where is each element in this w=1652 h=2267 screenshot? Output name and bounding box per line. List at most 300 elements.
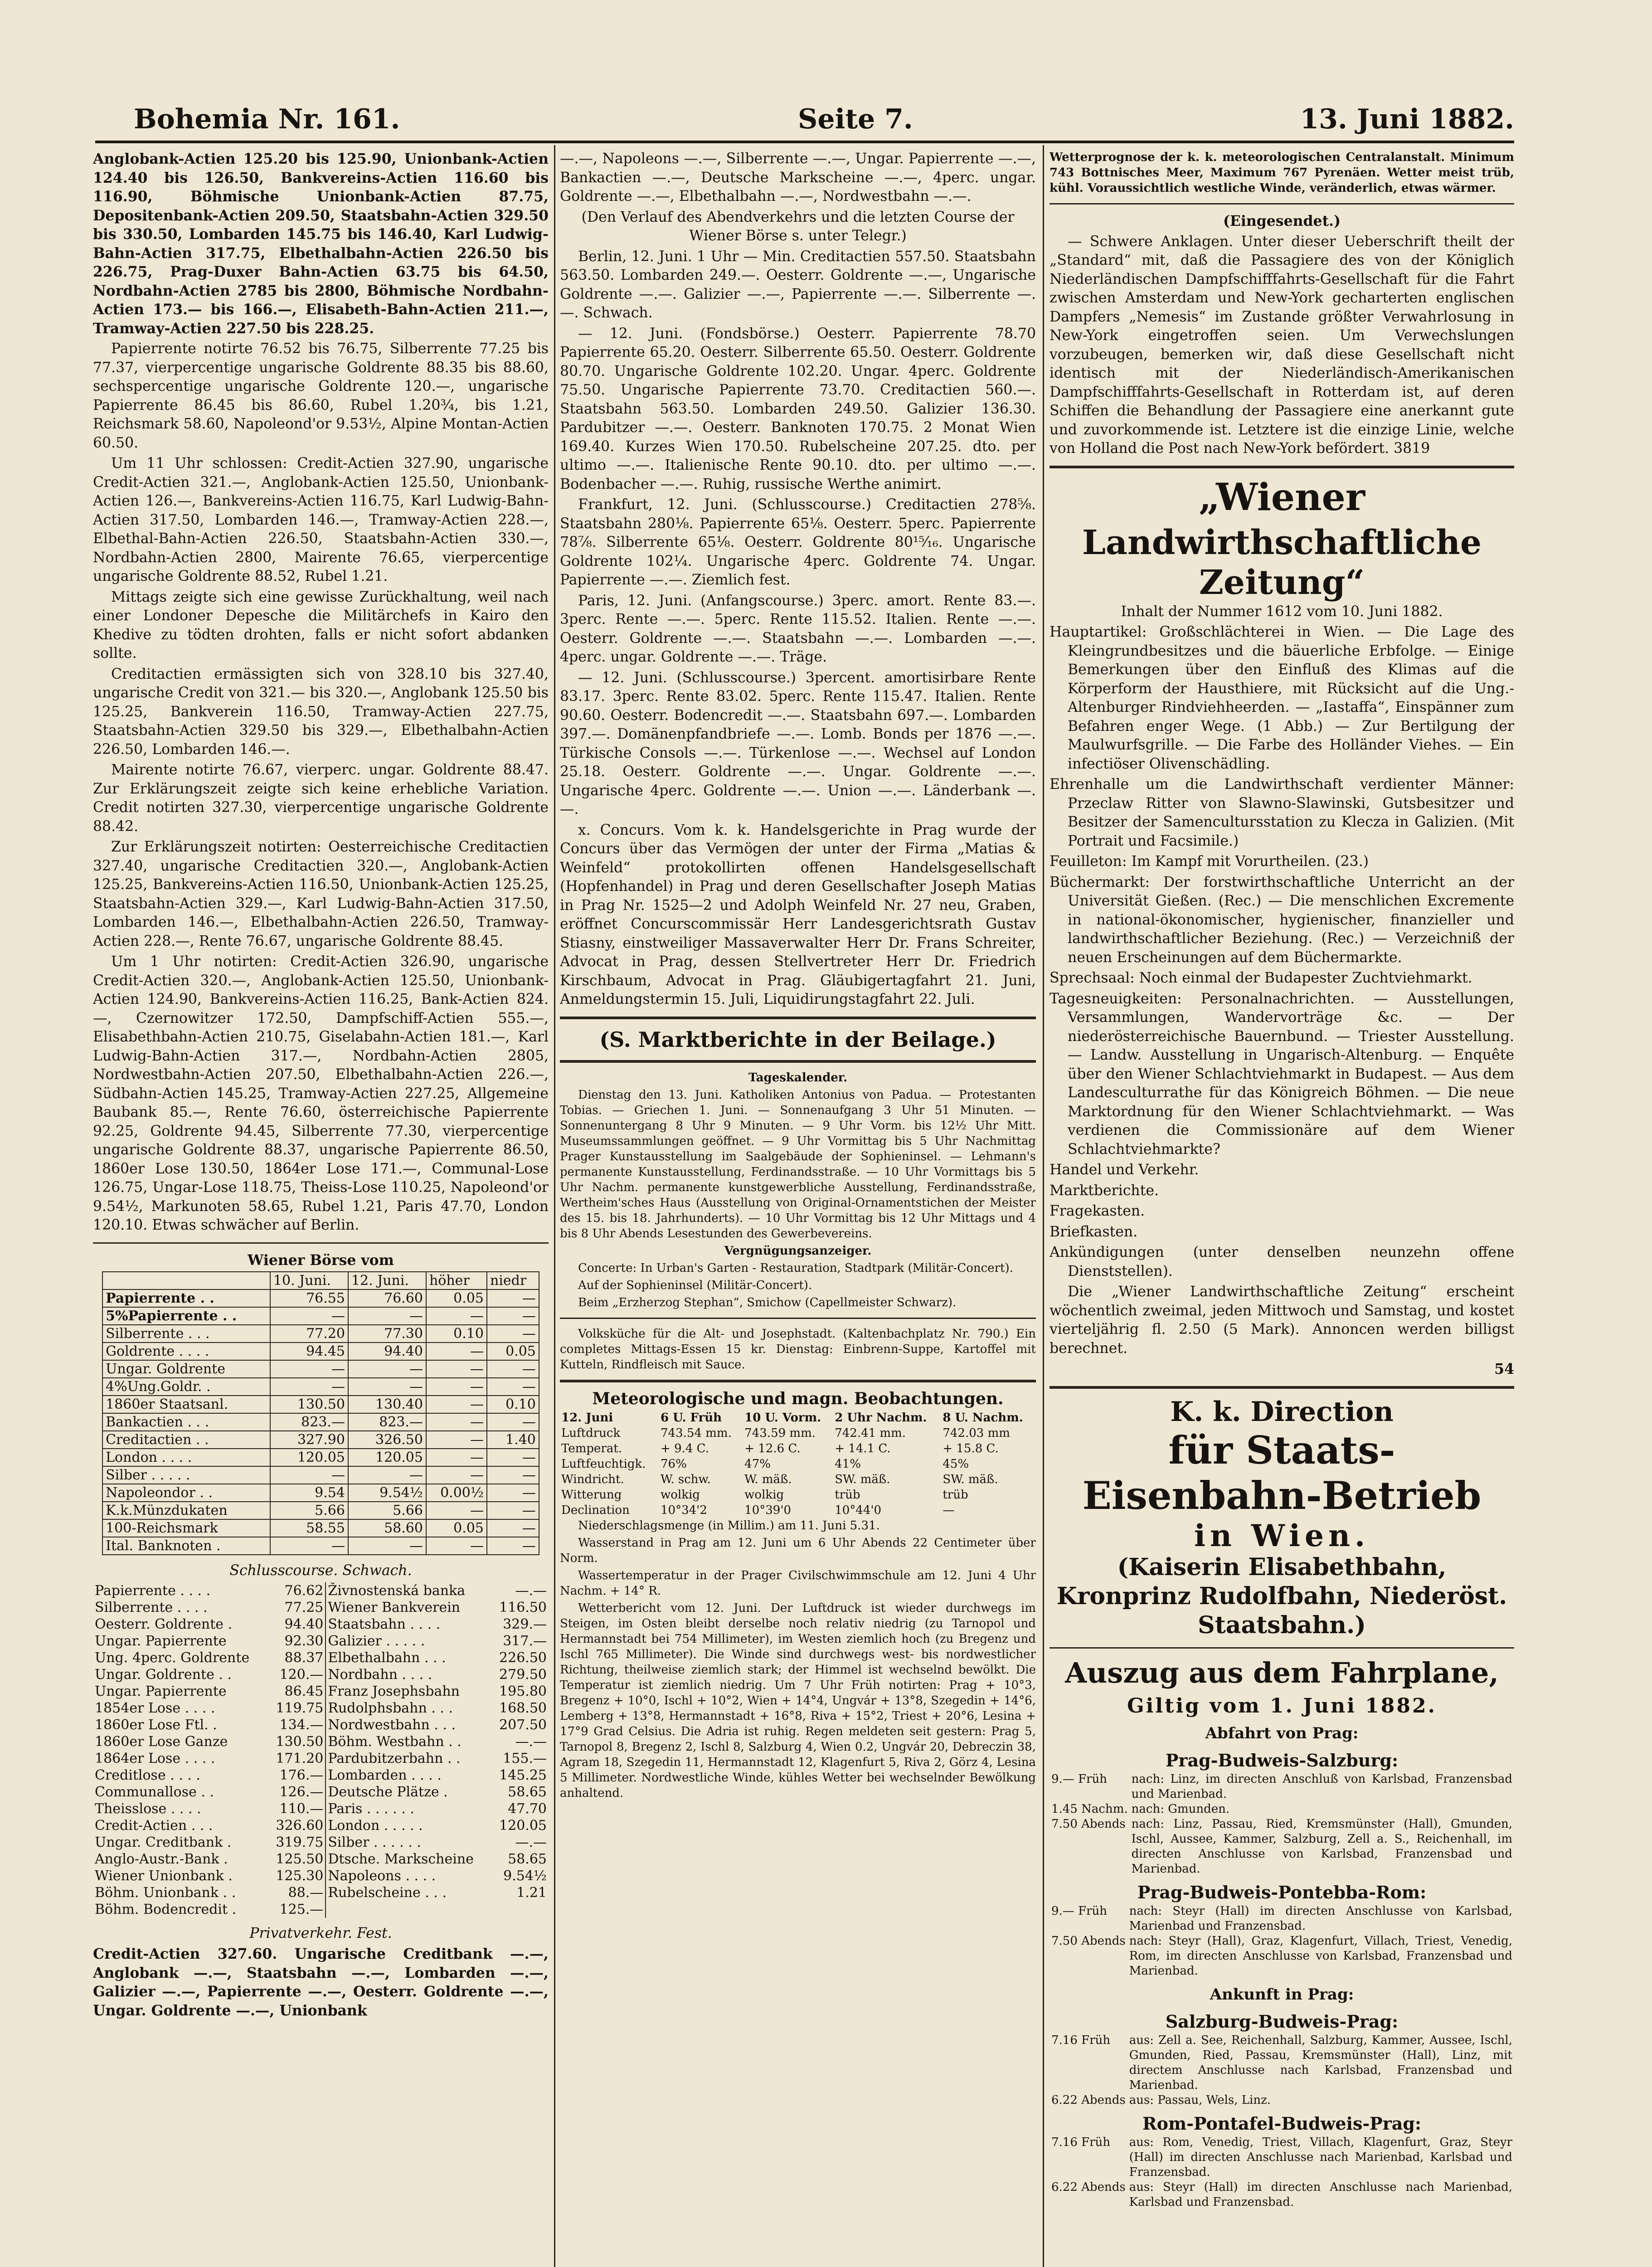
table-row — [560, 1472, 1036, 1487]
table-row — [102, 1396, 539, 1413]
table-cell: 119.75 — [276, 1700, 324, 1716]
table-cell: 0.10 — [487, 1396, 539, 1413]
table-cell: — — [487, 1307, 539, 1325]
table-cell: Böhm. Westbahn . . — [326, 1733, 491, 1750]
table-row — [560, 1441, 1036, 1456]
meteo-table — [560, 1410, 1036, 1518]
table-row — [1050, 1904, 1514, 1934]
table-row — [102, 1360, 539, 1378]
route1-title: Prag-Budweis-Salzburg: — [1165, 1750, 1399, 1771]
markt-reference: (S. Marktberichte in der Beilage.) — [599, 1027, 996, 1052]
table-cell: Anglo-Austr.-Bank . — [95, 1851, 228, 1867]
boerse-table-title: Wiener Börse vom — [248, 1251, 394, 1269]
column-2 — [560, 150, 1036, 2267]
table-cell: Luftfeuchtigk. — [561, 1457, 646, 1471]
table-cell: Credit-Actien . . . — [95, 1817, 213, 1834]
table-cell: 5.66 — [270, 1502, 348, 1519]
table-cell: + 15.8 C. — [943, 1442, 999, 1455]
table-cell: 2 Uhr Nachm. — [835, 1411, 927, 1425]
table-cell: Bankactien . . . — [102, 1413, 270, 1431]
vergnuegung-title: Vergnügungsanzeiger. — [724, 1244, 872, 1258]
train-time: 7.50 Abends — [1051, 1817, 1126, 1831]
table-cell: — — [487, 1484, 539, 1502]
boerse-table-head — [102, 1272, 539, 1289]
eingesendet-text: — Schwere Anklagen. Unter dieser Ueberschrift theilt der „Standard“ mit, daß die Passagiere des von der Königlich Niederländischen Dampfschifffahrts-Gesellschaft für die Fahrt zwischen Amsterdam und New-York gecharterten englischen Dampfers „Nemesis“ im Zustande größter Verwahrlosung in New-York eingetroffen seien. Um Verwechslungen vorzubeugen, bemerken wir, daß diese Gesellschaft nicht identisch mit der Niederländisch-Amerikanischen Dampfschifffahrts-Gesellschaft in Rotterdam ist, auf deren Schiffen die Behandlung der Passagiere eine anerkannt gute und zuvorkommende ist. Letztere ist die einzige Linie, welche von Holland die Post nach New-York befördert. 3819 — [1050, 233, 1514, 457]
head-cell: 12. Juni. — [348, 1272, 426, 1289]
divider — [93, 1242, 549, 1244]
fahrplan-valid: Giltig vom 1. Juni 1882. — [1127, 1694, 1437, 1717]
table-cell: 58.55 — [270, 1519, 348, 1537]
table-row — [1050, 2180, 1514, 2210]
table-cell: 76.60 — [348, 1289, 426, 1307]
table-cell: 47% — [744, 1457, 771, 1471]
table-cell: — — [348, 1537, 426, 1555]
list-item: Büchermarkt: Der forstwirthschaftliche Unterricht an der Universität Gießen. (Rec.) — Die menschlichen Excremente in national-ökonomischer, hygienischer, finanzieller und landwirthschaftlicher Beziehung. (Rec.) — Verzeichniß der neuen Erscheinungen auf dem Büchermarkte. — [1050, 874, 1514, 966]
table-cell: 58.65 — [508, 1784, 547, 1800]
table-cell: 279.50 — [499, 1666, 547, 1683]
train-route: aus: Zell a. See, Reichenhall, Salzburg, Kammer, Aussee, Ischl, Gmunden, Ried, Passau, Kremsmünster (Hall), Linz, mit directem Anschlusse nach Karlsbad, Franzensbad und Marienbad. — [1129, 2033, 1512, 2092]
table-cell: 125.30 — [276, 1868, 324, 1884]
table-cell: Creditactien . . — [102, 1431, 270, 1449]
table-cell: trüb — [835, 1488, 860, 1502]
table-row — [93, 1616, 549, 1633]
table-row — [102, 1502, 539, 1519]
table-row — [93, 1800, 549, 1817]
table-cell: 110.— — [279, 1800, 324, 1817]
table-row — [102, 1343, 539, 1360]
table-cell: 155.— — [503, 1750, 547, 1766]
train-route: aus: Rom, Venedig, Triest, Villach, Klagenfurt, Graz, Steyr (Hall) im directen Anschlusse nach Marienbad, Karlsbad und Franzensbad. — [1129, 2135, 1512, 2179]
table-cell: Silber . . . . . — [102, 1466, 270, 1484]
market-report-p3: Um 11 Uhr schlossen: Credit-Actien 327.90, ungarische Credit-Actien 321.—, Anglobank-Actien 125.50, Unionbank-Actien 126.—, Bankvereins-Actien 116.75, Karl Ludwig-Bahn-Actien 317.50, Lombarden 146.—, Tramway-Actien 228.—, Elbethal-Bahn-Actien 226.50, Staatsbahn-Actien 330.—, Nordbahn-Actien 2800, Mairente 76.65, vierpercentige ungarische Goldrente 88.52, Rubel 1.21. — [93, 455, 549, 584]
table-cell: — — [426, 1343, 487, 1360]
table-row — [93, 1649, 549, 1666]
table-cell: 823.— — [348, 1413, 426, 1431]
privat-title: Privatverkehr. Fest. — [249, 1925, 392, 1941]
table-cell: Galizier . . . . . — [326, 1633, 491, 1649]
table-cell: 9.54½ — [503, 1868, 547, 1884]
train-time: 9.— Früh — [1051, 1904, 1108, 1918]
kk-wien: in Wien. — [1194, 1518, 1370, 1553]
wetterprognose: Wetterprognose der k. k. meteorologischen Centralanstalt. Minimum 743 Bottnisches Meer, Maximum 767 Pyrenäen. Wetter meist trüb, kühl. Voraussichtlich westliche Winde, veränderlich, etwas wärmer. — [1050, 151, 1514, 195]
table-cell: 10°39'0 — [744, 1503, 792, 1517]
table-cell: 168.50 — [499, 1700, 547, 1716]
table-cell: Wiener Bankverein — [326, 1599, 491, 1616]
table-cell: Paris . . . . . . — [326, 1800, 491, 1817]
table-cell: Rudolphsbahn . . . — [326, 1700, 491, 1717]
table-row — [102, 1325, 539, 1343]
table-row — [1050, 2135, 1514, 2180]
table-cell: 317.— — [503, 1633, 547, 1649]
table-cell: 120.05 — [270, 1449, 348, 1466]
table-cell: 0.00½ — [426, 1484, 487, 1502]
table-cell — [492, 1901, 549, 1918]
table-cell: 195.80 — [499, 1683, 547, 1699]
table-cell: W. schw. — [661, 1473, 711, 1486]
abfahrt-title: Abfahrt von Prag: — [1205, 1724, 1359, 1742]
table-cell: 12. Juni — [561, 1411, 613, 1425]
table-cell: London . . . . . — [326, 1817, 491, 1834]
table-cell: — — [487, 1325, 539, 1343]
table-row — [102, 1431, 539, 1449]
c2-paris: Paris, 12. Juni. (Anfangscourse.) 3perc. amort. Rente 83.—. 3perc. Rente —.—. 5perc. Rente 115.52. Italien. Rente —.—. Oesterr. Goldrente —.—. Staatsbahn —.—. Lombarden —.—. 4perc. ungar. Goldrente —.—. Träge. — [560, 592, 1036, 665]
ankunft-title: Ankunft in Prag: — [1210, 1985, 1354, 2004]
route2-table — [1050, 1904, 1514, 1979]
vergnuegung-p1: Concerte: In Urban's Garten - Restauration, Stadtpark (Militär-Concert). — [578, 1261, 1013, 1275]
table-cell: Ungar. Papierrente — [95, 1633, 227, 1649]
market-report-p4: Mittags zeigte sich eine gewisse Zurückhaltung, weil nach einer Londoner Depesche die Militärchefs in Kairo den Khedive zu tödten drohten, falls er nicht sofort abdanken sollte. — [93, 589, 549, 662]
table-cell: 329.— — [503, 1616, 547, 1632]
list-item: Ehrenhalle um die Landwirthschaft verdienter Männer: Przeclaw Ritter von Slawno-Slawinski, Gutsbesitzer und Besitzer der Samencultursstation zu Klecza in Galizien. (Mit Portrait und Facsimile.) — [1050, 776, 1514, 849]
table-cell: 126.— — [279, 1784, 324, 1800]
table-cell: Nordwestbahn . . . — [326, 1717, 491, 1733]
list-item: Sprechsaal: Noch einmal der Budapester Zuchtviehmarkt. — [1050, 970, 1472, 986]
table-cell: 145.25 — [499, 1767, 547, 1783]
table-cell: Silberrente . . . — [102, 1325, 270, 1343]
privat-text: Credit-Actien 327.60. Ungarische Creditbank —.—, Anglobank —.—, Staatsbahn —.—, Lombarden —.—, Galizier —.—, Papierrente —.—, Oesterr. Goldrente —.—, Ungar. Goldrente —.—, Unionbank — [93, 1946, 549, 2019]
route3-title: Salzburg-Budweis-Prag: — [1165, 2011, 1399, 2032]
table-cell: 86.45 — [284, 1683, 324, 1699]
table-row — [93, 1700, 549, 1717]
c2-berlin: Berlin, 12. Juni. 1 Uhr — Min. Creditactien 557.50. Staatsbahn 563.50. Lombarden 249.—. Oesterr. Goldrente —.—, Ungarische Goldrente —.—. Galizier —.—, Papierrente —.—. Silberrente —.—. Schwach. — [560, 248, 1036, 321]
table-cell: — — [487, 1413, 539, 1431]
list-item: Fragekasten. — [1050, 1203, 1145, 1219]
table-cell: + 12.6 C. — [744, 1442, 801, 1455]
table-cell: — — [270, 1360, 348, 1378]
table-row — [93, 1784, 549, 1800]
table-cell: 326.60 — [276, 1817, 324, 1834]
table-cell: Rubelscheine . . . — [326, 1884, 491, 1901]
table-cell: 58.65 — [508, 1851, 547, 1867]
table-cell: Silber . . . . . . — [326, 1834, 491, 1851]
table-row — [93, 1666, 549, 1683]
table-row — [93, 1851, 549, 1868]
kurs-table — [93, 1582, 549, 1918]
table-cell: + 9.4 C. — [661, 1442, 709, 1455]
table-cell: — — [348, 1360, 426, 1378]
table-row — [102, 1289, 539, 1307]
table-row — [102, 1413, 539, 1431]
table-row — [102, 1466, 539, 1484]
market-report-p2: Papierrente notirte 76.52 bis 76.75, Silberrente 77.25 bis 77.37, vierpercentige ungarische Goldrente 88.35 bis 88.60, sechspercentige ungarische Goldrente 120.—, ungarische Papierrente 86.45 bis 86.60, Rubel 1.20¾, bis 1.21, Reichsmark 58.60, Napoleond'or 9.53½, Alpine Montan-Actien 60.50. — [93, 341, 549, 451]
table-cell: Pardubitzerbahn . . — [326, 1750, 491, 1767]
table-cell: — — [426, 1413, 487, 1431]
train-route: nach: Steyr (Hall) im directen Anschlusse von Karlsbad, Marienbad und Franzensbad. — [1129, 1904, 1512, 1933]
c2-p1: —.—, Napoleons —.—, Silberrente —.—, Ungar. Papierrente —.—, Bankactien —.—, Deutsche Markscheine —.—, 4perc. ungar. Goldrente —.—, Elbethalbahn —.—, Nordwestbahn —.—. — [560, 151, 1036, 204]
tageskalender-title: Tageskalender. — [748, 1070, 848, 1085]
table-cell: — — [487, 1502, 539, 1519]
kk-direction: K. k. Direction — [1170, 1396, 1394, 1428]
divider — [560, 1380, 1036, 1382]
table-row — [93, 1683, 549, 1700]
page-header — [91, 103, 1514, 144]
table-cell: K.k.Münzdukaten — [102, 1502, 270, 1519]
divider — [560, 1318, 1036, 1319]
table-cell: 5%Papierrente . . — [102, 1307, 270, 1325]
table-cell: — — [426, 1378, 487, 1396]
table-row — [93, 1750, 549, 1767]
lz-inhalt: Inhalt der Nummer 1612 vom 10. Juni 1882. — [1121, 603, 1443, 620]
table-cell: 120.— — [279, 1666, 324, 1683]
table-cell: 92.30 — [284, 1633, 324, 1649]
list-item: Marktberichte. — [1050, 1182, 1159, 1199]
table-cell: 130.50 — [270, 1396, 348, 1413]
list-item: Briefkasten. — [1050, 1223, 1138, 1240]
divider — [1050, 203, 1514, 204]
table-cell: 6 U. Früh — [661, 1411, 722, 1425]
volkskueche: Volksküche für die Alt- und Josephstadt. (Kaltenbachplatz Nr. 790.) Ein completes Mittags-Essen 15 kr. Dienstag: Einbrenn-Suppe, Kartoffel mit Kutteln, Rindfleisch mit Sauce. — [560, 1327, 1036, 1372]
table-cell: — — [487, 1449, 539, 1466]
table-cell: 76.62 — [284, 1582, 324, 1599]
table-cell: Napoleons . . . . — [326, 1868, 491, 1884]
train-route: nach: Linz, Passau, Ried, Kremsmünster (Hall), Gmunden, Ischl, Aussee, Kammer, Salzburg, Zell a. S., Reichenhall, im directen Anschlusse von Karlsbad, Franzensbad und Marienbad. — [1131, 1817, 1512, 1876]
table-cell: — — [348, 1466, 426, 1484]
table-cell: Ungar. Goldrente — [102, 1360, 270, 1378]
kk-staats: für Staats-Eisenbahn-Betrieb — [1082, 1427, 1482, 1518]
table-cell: — — [487, 1466, 539, 1484]
column-3 — [1050, 150, 1514, 2267]
table-row — [93, 1717, 549, 1733]
eingesendet-title: (Eingesendet.) — [1223, 213, 1341, 229]
table-cell: 120.05 — [348, 1449, 426, 1466]
table-cell: 130.40 — [348, 1396, 426, 1413]
market-report-p1: Anglobank-Actien 125.20 bis 125.90, Unionbank-Actien 124.40 bis 126.50, Bankvereins-Actien 116.60 bis 116.90, Böhmische Unionbank-Actien 87.75, Depositenbank-Actien 209.50, Staatsbahn-Actien 329.50 bis 330.50, Lombarden 145.75 bis 146.40, Karl Ludwig-Bahn-Actien 317.75, Elbethalbahn-Actien 226.50 bis 226.75, Prag-Duxer Bahn-Actien 63.75 bis 64.50, Nordbahn-Actien 2785 bis 2800, Böhmische Nordbahn-Actien 173.— bis 166.—, Elisabeth-Bahn-Actien 211.—, Tramway-Actien 227.50 bis 228.25. — [93, 151, 549, 337]
c2-frankfurt: Frankfurt, 12. Juni. (Schlusscourse.) Creditactien 278⅝. Staatsbahn 280⅛. Papierrente 65⅛. Oesterr. 5perc. Papierrente 78⅞. Silberrente 65⅛. Oesterr. Goldrente 80¹⁵⁄₁₆. Ungarische Goldrente 102¼. Ungarische 4perc. Goldrente 74. Ungar. Papierrente —.—. Ziemlich fest. — [560, 496, 1036, 588]
table-cell: — — [426, 1307, 487, 1325]
table-cell: Nordbahn . . . . — [326, 1666, 491, 1683]
meteo-p4: Wetterbericht vom 12. Juni. Der Luftdruck ist wieder durchwegs im Steigen, im Osten bleibt derselbe noch relativ niedrig (zu Tarnopol und Hermannstadt bei 754 Millimeter), im Westen ziemlich hoch (zu Bregenz und Ischl 765 Millimeter). Die Winde sind durchwegs west- bis nordwestlicher Richtung, theilweise ziemlich stark; der Himmel ist wechselnd bewölkt. Die Temperatur ist ziemlich niedrig. Um 7 Uhr Früh notirten: Prag + 10°3, Bregenz + 10°0, Ischl + 10°2, Wien + 14°4, Ungvár + 13°8, Szegedin + 14°6, Lemberg + 13°8, Hermannstadt + 16°8, Riva + 15°2, Triest + 20°6, Lesina + 17°9 Grad Celsius. Die Adria ist ruhig. Regen meldeten seit gestern: Prag 5, Tarnopol 8, Bregenz 2, Ischl 8, Salzburg 4, Wien 0.2, Ungvár 20, Debreczin 38, Agram 18, Szegedin 11, Hermannstadt 12, Klagenfurt 5, Riva 2, Görz 4, Lesina 5 Millimeter. Nordwestliche Winde, kühles Wetter bei wechselnder Bewölkung anhaltend. — [560, 1601, 1036, 1800]
table-cell: 77.25 — [284, 1599, 324, 1615]
table-cell: + 14.1 C. — [835, 1442, 891, 1455]
table-cell: Ungar. Papierrente — [95, 1683, 227, 1699]
fahrplan-title: Auszug aus dem Fahrplane, — [1065, 1656, 1499, 1689]
table-cell: 125.50 — [276, 1851, 324, 1867]
table-cell: Ungar. Creditbank . — [95, 1834, 232, 1850]
table-cell: 0.05 — [426, 1289, 487, 1307]
table-cell: Theisslose . . . . — [95, 1800, 201, 1817]
train-time: 9.— Früh — [1051, 1772, 1108, 1786]
train-route: nach: Gmunden. — [1131, 1802, 1230, 1816]
table-cell: 0.10 — [426, 1325, 487, 1343]
head-cell — [102, 1272, 270, 1289]
train-time: 1.45 Nachm. — [1051, 1802, 1128, 1816]
table-row — [93, 1599, 549, 1616]
list-item: Handel und Verkehr. — [1050, 1162, 1199, 1178]
table-cell: 176.— — [279, 1767, 324, 1783]
column-rule-1 — [554, 145, 555, 2267]
kk-lines: (Kaiserin Elisabethbahn, Kronprinz Rudolfbahn, Niederöst. Staatsbahn.) — [1056, 1553, 1507, 1639]
table-cell: SW. mäß. — [835, 1473, 890, 1486]
table-cell: Böhm. Unionbank . . — [95, 1884, 236, 1901]
divider — [1050, 1647, 1514, 1649]
schluss-title: Schlusscourse. Schwach. — [229, 1562, 412, 1579]
table-row — [560, 1503, 1036, 1518]
c2-concurs: x. Concurs. Vom k. k. Handelsgerichte in Prag wurde der Concurs über das Vermögen der unter der Firma „Matias & Weinfeld“ protokollirten offenen Handelsgesellschaft (Hopfenhandel) in Prag und deren Gesellschafter Joseph Matias in Prag Nr. 1525—2 und Adolph Weinfeld Nr. 27 neu, Graben, eröffnet Concurscommissär Herr Landesgerichtsrath Gustav Stiasny, einstweiliger Massaverwalter Herr Dr. Frans Schreiter, Advocat in Prag, dessen Stellvertreter Herr Dr. Friedrich Kirschbaum, Advocat in Prag. Gläubigertagfahrt 21. Juni, Anmeldungstermin 15. Juli, Liquidirungstagfahrt 22. Juli. — [560, 822, 1036, 1007]
table-cell: — — [487, 1360, 539, 1378]
column-rule-2 — [1043, 145, 1044, 2267]
table-row — [1050, 2033, 1514, 2093]
table-cell: 1.21 — [516, 1884, 547, 1901]
meteo-table-body — [560, 1410, 1036, 1518]
table-cell: wolkig — [744, 1488, 784, 1502]
table-row — [93, 1834, 549, 1851]
table-cell: — — [426, 1396, 487, 1413]
table-cell: 823.— — [270, 1413, 348, 1431]
train-route: aus: Steyr (Hall) im directen Anschlusse nach Marienbad, Karlsbad und Franzensbad. — [1129, 2180, 1512, 2209]
market-report-p6: Mairente notirte 76.67, vierperc. ungar. Goldrente 88.47. Zur Erklärungszeit zeigte sich keine erhebliche Variation. Credit notirten 327.30, vierpercentige ungarische Goldrente 88.42. — [93, 762, 549, 835]
table-cell: 171.20 — [276, 1750, 324, 1766]
table-cell: — — [426, 1360, 487, 1378]
table-cell: — — [426, 1537, 487, 1555]
divider — [1050, 1386, 1514, 1389]
table-cell: — — [270, 1307, 348, 1325]
table-cell: 10°44'0 — [835, 1503, 882, 1517]
table-row — [102, 1484, 539, 1502]
vergnuegung-p2: Auf der Sophieninsel (Militär-Concert). — [578, 1278, 812, 1292]
table-row — [93, 1901, 549, 1918]
table-cell: 4%Ung.Goldr. . — [102, 1378, 270, 1396]
table-cell: Windricht. — [561, 1473, 624, 1486]
table-cell: Luftdruck — [561, 1426, 621, 1440]
table-cell: Declination — [561, 1503, 630, 1517]
train-time: 6.22 Abends — [1051, 2093, 1126, 2107]
list-item: Hauptartikel: Großschlächterei in Wien. — Die Lage des Kleingrundbesitzes und die bäuerliche Erbfolge. — Einige Bemerkungen über den Einfluß des Klimas auf die Körperform der Hausthiere, mit Rücksicht auf die Ung.-Altenburger Rindviehheerden. — „Iastaffa“, Einspänner zum Befahren enger Wege. (1 Abb.) — Zur Bertilgung der Maulwurfsgrille. — Die Farbe des Holländer Viehes. — Ein infectiöser Olivenschädling. — [1050, 624, 1514, 772]
table-cell: Papierrente . . . . — [95, 1582, 211, 1599]
header-rule — [95, 141, 1514, 143]
table-cell: 88.37 — [284, 1649, 324, 1666]
table-cell: Creditlose . . . . — [95, 1767, 200, 1783]
table-cell: 94.45 — [270, 1343, 348, 1360]
list-item: Feuilleton: Im Kampf mit Vorurtheilen. (23.) — [1050, 853, 1369, 870]
market-report-p7: Zur Erklärungszeit notirten: Oesterreichische Creditactien 327.40, ungarische Creditactien 320.—, Anglobank-Actien 125.25, Bankvereins-Actien 116.50, Unionbank-Actien 125.25, Staatsbahn-Actien 329.—, Karl Ludwig-Bahn-Actien 317.50, Lombarden 146.—, Elbethalbahn-Actien 226.50, Tramway-Actien 228.—, Rente 76.67, ungarische Goldrente 88.45. — [93, 839, 549, 949]
table-cell: 319.75 — [276, 1834, 324, 1850]
table-cell: 45% — [943, 1457, 969, 1471]
table-row — [1050, 1934, 1514, 1979]
table-cell: 1860er Lose Ftl. . — [95, 1717, 217, 1733]
table-cell: — — [487, 1519, 539, 1537]
meteo-p3: Wassertemperatur in der Prager Civilschwimmschule am 12. Juni 4 Uhr Nachm. + 14° R. — [560, 1569, 1036, 1598]
table-cell: 47.70 — [508, 1800, 547, 1817]
boerse-table-body — [102, 1289, 539, 1555]
table-cell: 76.55 — [270, 1289, 348, 1307]
table-cell: 125.— — [279, 1901, 324, 1917]
table-cell: Communallose . . — [95, 1784, 214, 1800]
train-route: aus: Passau, Wels, Linz. — [1129, 2093, 1271, 2107]
list-item: Tagesneuigkeiten: Personalnachrichten. — Ausstellungen, Versammlungen, Wandervorträge &c. — Der niederösterreichische Bauernbund. — Triester Ausstellung. — Landw. Ausstellung in Ungarisch-Altenburg. — Enquête über den Wiener Schlachtviehmarkt in Budapest. — Aus dem Landesculturrathe für das Königreich Böhmen. — Die neue Marktordnung für den Wiener Schlachtviehmarkt. — Was verdienen die Commissionäre auf dem Wiener Schlachtviehmarkte? — [1050, 990, 1514, 1158]
table-cell: 1860er Lose Ganze — [95, 1733, 228, 1750]
table-row — [560, 1425, 1036, 1441]
table-cell: 76% — [661, 1457, 687, 1471]
vergnuegung-p3: Beim „Erzherzog Stephan“, Smichow (Capellmeister Schwarz). — [578, 1295, 957, 1309]
table-cell: — — [426, 1502, 487, 1519]
table-cell: 100-Reichsmark — [102, 1519, 270, 1537]
meteo-title: Meteorologische und magn. Beobachtungen. — [592, 1389, 1004, 1408]
lz-title-line2: Landwirthschaftliche Zeitung“ — [1082, 523, 1482, 602]
table-cell: 327.90 — [270, 1431, 348, 1449]
lz-end: Die „Wiener Landwirthschaftliche Zeitung“ erscheint wöchentlich zweimal, jeden Mittwoch und Samstag, und kostet vierteljährig fl. 2.50 (5 Mark). Annoncen werden billigst berechnet. — [1050, 1284, 1514, 1357]
table-cell: 120.05 — [499, 1817, 547, 1834]
table-cell: —.— — [515, 1582, 547, 1599]
table-cell: 1854er Lose . . . . — [95, 1700, 215, 1716]
divider — [1050, 466, 1514, 468]
table-row — [1050, 1817, 1514, 1877]
route1-table — [1050, 1772, 1514, 1877]
table-cell: 207.50 — [499, 1717, 547, 1733]
table-cell: trüb — [943, 1488, 968, 1502]
table-row — [93, 1582, 549, 1599]
table-cell: Silberrente . . . . — [95, 1599, 208, 1615]
table-cell: 326.50 — [348, 1431, 426, 1449]
table-row — [1050, 2093, 1514, 2108]
table-cell: Staatsbahn . . . . — [326, 1616, 491, 1633]
table-cell: 9.54 — [270, 1484, 348, 1502]
table-cell: Živnostenská banka — [326, 1582, 491, 1599]
table-cell: Ital. Banknoten . — [102, 1537, 270, 1555]
table-row — [102, 1307, 539, 1325]
route4-table — [1050, 2135, 1514, 2210]
head-cell: höher — [426, 1272, 487, 1289]
table-cell: — — [487, 1378, 539, 1396]
lz-contents-list — [1050, 623, 1514, 1281]
table-cell: 116.50 — [499, 1599, 547, 1615]
divider — [560, 1017, 1036, 1019]
table-row — [560, 1456, 1036, 1472]
table-cell: 0.05 — [487, 1343, 539, 1360]
tageskalender-text: Dienstag den 13. Juni. Katholiken Antonius von Padua. — Protestanten Tobias. — Griechen 1. Juni. — Sonnenaufgang 3 Uhr 51 Minuten. — Sonnenuntergang 8 Uhr 9 Minuten. — 9 Uhr Vorm. bis 12½ Uhr Mitt. Museumssammlungen geöffnet. — 9 Uhr Vormittag bis 5 Uhr Nachmittag Prager Kunstausstellung im Saalgebäude der Sophieninsel. — Lehmann's permanente Kunstausstellung, Ferdinandsstraße. — 10 Uhr Vormittags bis 5 Uhr Nachm. permanente kunstgewerbliche Ausstellung, Ferdinandsstraße, Wertheim'sches Haus (Ausstellung von Original-Ornamentstichen der Meister des 15. bis 18. Jahrhunderts). — 10 Uhr Vormittag bis 12 Uhr Mittags und 4 bis 8 Uhr Abends Lesestunden des Gewerbevereins. — [560, 1088, 1036, 1241]
header-issue: Bohemia Nr. 161. — [134, 103, 400, 135]
table-cell: 130.50 — [276, 1733, 324, 1750]
table-cell: 226.50 — [499, 1649, 547, 1666]
market-report-p5: Creditactien ermässigten sich von 328.10 bis 327.40, ungarische Credit von 321.— bis 320.—, Anglobank 125.50 bis 125.25, Bankverein 116.50, Tramway-Actien 227.75, Staatsbahn-Actien 329.50 bis 329.—, Elbethalbahn-Actien 226.50, Lombarden 146.—. — [93, 666, 549, 758]
table-cell: 77.30 — [348, 1325, 426, 1343]
table-cell: —.— — [515, 1834, 547, 1850]
route2-title: Prag-Budweis-Pontebba-Rom: — [1137, 1882, 1427, 1902]
table-cell: Böhm. Bodencredit . — [95, 1901, 237, 1917]
table-cell: 9.54½ — [348, 1484, 426, 1502]
table-cell: Ungar. Goldrente . . — [95, 1666, 232, 1683]
train-route: nach: Linz, im directen Anschluß von Karlsbad, Franzensbad und Marienbad. — [1131, 1772, 1512, 1801]
table-cell: 10°34'2 — [661, 1503, 707, 1517]
table-cell: SW. mäß. — [943, 1473, 998, 1486]
table-row — [102, 1519, 539, 1537]
table-cell: Oesterr. Goldrente . — [95, 1616, 233, 1632]
table-cell: — — [348, 1378, 426, 1396]
table-cell: — — [943, 1503, 955, 1517]
table-cell: — — [270, 1378, 348, 1396]
table-cell: 743.59 mm. — [744, 1426, 816, 1440]
header-page-number: Seite 7. — [798, 103, 913, 135]
table-cell — [326, 1901, 491, 1918]
route4-title: Rom-Pontafel-Budweis-Prag: — [1142, 2113, 1421, 2134]
table-cell: Napoleondor . . — [102, 1484, 270, 1502]
c2-paris-schluss: — 12. Juni. (Schlusscourse.) 3percent. amortisirbare Rente 83.17. 3perc. Rente 83.02. 5perc. Rente 115.47. Italien. Rente 90.60. Oesterr. Bodencredit —.—. Staatsbahn 697.—. Lombarden 397.—. Domänenpfandbriefe —.—. Lomb. Bonds per 1876 —.—. Türkische Consols —.—. Türkenlose —.—. Wechsel auf London 25.18. Oesterr. Goldrente —.—. Ungar. Goldrente —.—. Ungarische 4perc. Goldrente —.—. Union —.—. Länderbank —.—. — [560, 669, 1036, 817]
table-cell: 743.54 mm. — [661, 1426, 732, 1440]
table-cell: Papierrente . . — [102, 1289, 270, 1307]
table-row — [93, 1884, 549, 1901]
kurs-table-body — [93, 1582, 549, 1918]
table-cell: 41% — [835, 1457, 861, 1471]
table-cell: 742.03 mm — [943, 1426, 1010, 1440]
table-row — [1050, 1772, 1514, 1802]
table-cell: 94.40 — [348, 1343, 426, 1360]
route3-table — [1050, 2033, 1514, 2108]
table-cell: Temperat. — [561, 1442, 622, 1455]
table-cell: 1864er Lose . . . . — [95, 1750, 215, 1766]
table-row — [102, 1537, 539, 1555]
table-cell: W. mäß. — [744, 1473, 792, 1486]
table-cell: 88.— — [288, 1884, 324, 1901]
table-cell: — — [348, 1307, 426, 1325]
